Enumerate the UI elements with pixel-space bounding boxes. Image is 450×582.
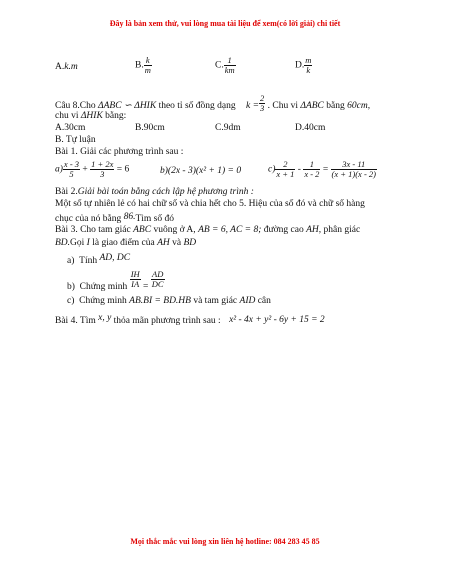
bai3-part-a: a) Tính AD, DC	[67, 253, 131, 266]
q8-option-a: A.30cm	[55, 123, 86, 133]
q8-line2: chu vi ΔHIK bằng:	[55, 111, 127, 121]
q8-line1: Câu 8.Cho ΔABC ∽ ΔHIK theo tỉ số đồng dạng k = $\frac{2}{3}$ . Chu vi ΔABC bằng 60cm,	[55, 93, 371, 113]
bai1-a-frac2: $\frac{1 + 2x}{3}$	[91, 159, 114, 179]
q7-option-c	[215, 56, 236, 75]
q8-option-c: C.9dm	[215, 123, 241, 133]
q8-perimeter: 60cm,	[347, 100, 371, 111]
q8-option-d: D.40cm	[295, 123, 326, 133]
q7-option-c-label: C.	[215, 60, 224, 71]
footer-notice: Mọi thắc mắc vui lòng xin liên hệ hotline: 084 283 45 85	[130, 537, 320, 546]
bai2-title: Bài 2.Giải bài toán bằng cách lập hệ phương trình :	[55, 187, 254, 197]
q8-k-frac: $\frac{2}{3}$	[260, 93, 265, 113]
bai3-line1: Bài 3. Cho tam giác ABC vuông ở A, AB = 6, AC = 8; đường cao AH, phân giác	[55, 225, 361, 235]
bai1-part-c: c) $\frac{2}{x + 1}$ - $\frac{1}{x - 2}$ = $\frac{3x - 11}{(x + 1)(x - 2)}$	[268, 159, 376, 179]
q7-option-a-label: A.	[55, 62, 65, 72]
bai4: Bài 4. Tìm x, y thỏa mãn phương trình sau : x² - 4x + y² - 6y + 15 = 2	[55, 313, 325, 326]
bai1-title: Bài 1. Giải các phương trình sau :	[55, 147, 184, 157]
q7-option-d	[295, 56, 312, 75]
bai1-b-expr: (2x - 3)(x² + 1) = 0	[167, 166, 242, 176]
bai1-part-a: a) $\frac{x - 3}{5}$ + $\frac{1 + 2x}{3}$ = 6	[55, 159, 130, 179]
bai3-part-c: c) Chứng minh AB.BI = BD.HB và tam giác AID cân	[67, 296, 271, 306]
bai1-a-frac1: $\frac{x - 3}{5}$	[63, 159, 80, 179]
q7-option-a-expr: k.m	[64, 62, 78, 72]
q7-option-b	[135, 56, 152, 75]
q8-option-b: B.90cm	[135, 123, 165, 133]
bai1-c-frac3: $\frac{3x - 11}{(x + 1)(x - 2)}$	[331, 159, 376, 179]
bai1-part-b: b)(2x - 3)(x² + 1) = 0	[160, 166, 242, 176]
bai4-equation: x² - 4x + y² - 6y + 15 = 2	[229, 315, 325, 325]
header-notice: Đây là bản xem thử, vui lòng mua tài liệu để xem(có lời giải) chi tiết	[109, 19, 341, 28]
q8-k-lhs: k =	[246, 100, 260, 111]
section-b-title: B. Tự luận	[55, 135, 96, 145]
bai1-c-frac1: $\frac{2}{x + 1}$	[276, 159, 295, 179]
q7-option-c-frac: $\frac{1}{km}$	[224, 55, 235, 75]
bai2-line1: Một số tự nhiên lẻ có hai chữ số và chia hết cho 5. Hiệu của số đó và chữ số hàng	[55, 199, 365, 209]
q7-option-d-frac: $\frac{m}{k}$	[305, 55, 312, 75]
q7-option-a	[55, 62, 78, 73]
bai3-b-frac1: $\frac{IH}{IA}$	[130, 269, 140, 289]
q7-option-b-label: B.	[135, 60, 144, 71]
bai2-line2: chục của nó bằng 86.Tìm số đó	[55, 212, 174, 224]
bai3-b-frac2: $\frac{AD}{DC}$	[151, 269, 164, 289]
bai3-line2: BD.Gọi I là giao điểm của AH và BD	[55, 238, 197, 248]
q7-option-b-frac: $\frac{k}{m}$	[144, 55, 151, 75]
q7-option-d-label: D.	[295, 60, 305, 71]
q8-similar-expr: ΔABC ∽ ΔHIK	[98, 100, 157, 111]
bai1-c-frac2: $\frac{1}{x - 2}$	[304, 159, 320, 179]
bai3-part-b: b) Chứng minh $\frac{IH}{IA}$ = $\frac{AD}{DC}$	[67, 269, 164, 292]
